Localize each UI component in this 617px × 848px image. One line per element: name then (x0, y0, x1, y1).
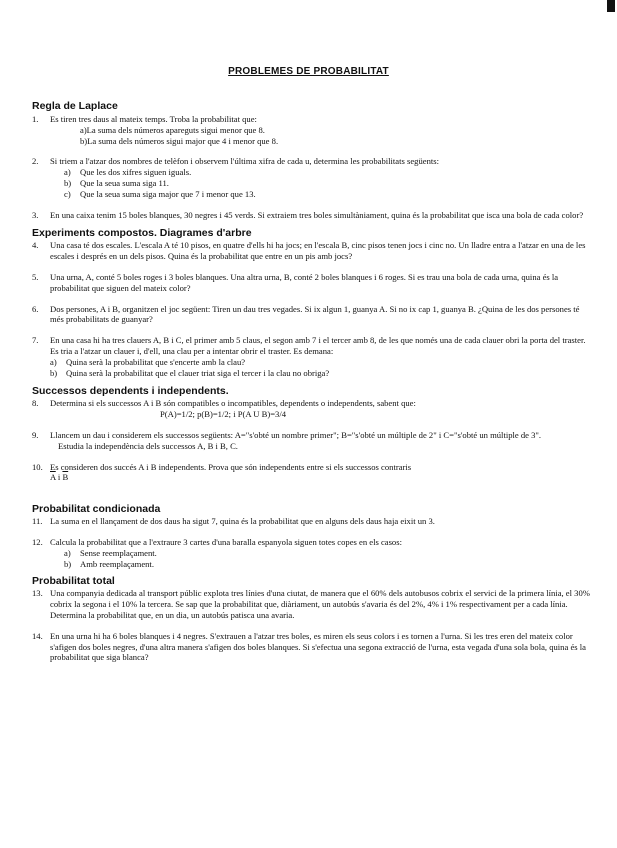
complement-events (50, 472, 68, 483)
problem-number: 12. (32, 536, 43, 547)
sub-item (50, 189, 592, 200)
sub-label: a) (64, 547, 71, 558)
sub-text: Sense reemplaçament. (80, 547, 157, 558)
sub-text: Que la seua suma siga 11. (80, 177, 169, 188)
problem-number: 3. (32, 209, 39, 220)
problem-text: Determina si els successos A i B són compatibles o incompatibles, dependents o independents, sabent que: (50, 398, 416, 409)
section-heading: Probabilitat total (32, 575, 115, 588)
problem-text: Es consideren dos succés A i B independents. Prova que són independents entre si els successos contraris (50, 461, 412, 472)
problem-10 (32, 462, 592, 484)
sub-item (50, 136, 592, 147)
problem-4 (32, 240, 592, 262)
page-title: PROBLEMES DE PROBABILITAT (228, 66, 389, 77)
sub-label: b) (64, 558, 72, 569)
sub-item (50, 357, 592, 368)
problem-text: En una casa hi ha tres clauers A, B i C, el primer amb 5 claus, el segon amb 7 i el tercer amb 8, de les que només una de cada clauer obri la porta del traster. Es tria a l'atzar un clauer i, d'ell, una clau per a intentar obrir el traster. Es demana: (50, 335, 586, 356)
problem-7 (32, 335, 592, 378)
problem-14 (32, 631, 592, 663)
problem-number: 9. (32, 429, 39, 440)
section-compound-experiments (32, 227, 592, 378)
problem-text: En una caixa tenim 15 boles blanques, 30 negres i 45 verds. Si extraiem tres boles simultàniament, quina és la probabilitat que isca una bola de cada color? (50, 209, 584, 220)
sub-text: Amb reemplaçament. (80, 558, 154, 569)
sub-label: a) (64, 167, 71, 178)
sub-label: b) (50, 367, 58, 378)
problem-number: 4. (32, 240, 39, 251)
sub-item (50, 167, 592, 178)
problem-number: 2. (32, 156, 39, 167)
problem-5 (32, 272, 592, 294)
complement-b: $\overline{B}$ (62, 472, 69, 483)
problem-13 (32, 588, 592, 620)
sub-text: a)La suma dels números apareguts sigui menor que 8. (80, 124, 265, 135)
problem-text: Si triem a l'atzar dos nombres de telèfon i observem l'última xifra de cada u, determina les probabilitats següents: (50, 156, 439, 167)
problem-text: En una urna hi ha 6 boles blanques i 4 negres. S'extrauen a l'atzar tres boles, es miren els seus colors i es tornen a l'urna. Si les tres eren del mateix color s'afigen dos boles negres, d'una altra manera s'afigen dos boles blanques. Si s'efectua una segona extracció de l'urna, esta vegada d'una sola bola, quina és la probabilitat que siga blanca? (50, 630, 586, 663)
sub-label (64, 125, 80, 136)
problem-3 (32, 210, 592, 221)
sub-item (50, 125, 592, 136)
problem-9 (32, 430, 592, 452)
sub-text: Que les dos xifres siguen iguals. (80, 167, 192, 178)
problem-6 (32, 304, 592, 326)
problem-text: Una casa té dos escales. L'escala A té 10 pisos, en quatre d'ells hi ha jocs; en l'escala B, cinc pisos tenen jocs i cinc no. Un lladre entra a l'atzar en una de les escales i després en un dels pisos. Quina és la probabilitat que entre en un pis amb jocs? (50, 240, 586, 262)
corner-scan-mark (607, 0, 615, 12)
section-dependent-events (32, 385, 592, 483)
problem-text: Calcula la probabilitat que a l'extraure 3 cartes d'una baralla espanyola siguen totes copes en els casos: (50, 536, 402, 547)
sub-item (50, 548, 592, 559)
problem-sheet (32, 100, 592, 663)
problem-text: Dos persones, A i B, organitzen el joc següent: Tiren un dau tres vegades. Si ix algun 1, guanya A. Si no ix cap 1, guanya B. ¿Quina de les dos persones té més probabilitats de guanyar? (50, 303, 580, 325)
sub-text: Quina serà la probabilitat que s'encerte amb la clau? (66, 356, 246, 367)
problem-number: 6. (32, 303, 39, 314)
section-total-probability (32, 575, 592, 663)
sub-text: Que la seua suma siga major que 7 i menor que 13. (80, 188, 256, 199)
sub-label (64, 136, 80, 147)
problem-1 (32, 114, 592, 146)
problem-number: 1. (32, 114, 39, 124)
section-conditional-probability (32, 503, 592, 569)
sub-item (50, 559, 592, 570)
sub-item (50, 178, 592, 189)
conjunction: i (57, 472, 61, 483)
problem-number: 14. (32, 630, 43, 641)
problem-11 (32, 516, 592, 527)
sub-text: b)La suma dels números sigui major que 4 i menor que 8. (80, 135, 279, 146)
probability-values: P(A)=1/2; p(B)=1/2; i P(A U B)=3/4 (160, 409, 287, 420)
section-heading: Regla de Laplace (32, 100, 118, 112)
problem-number: 8. (32, 398, 39, 409)
problem-text: Es tiren tres daus al mateix temps. Troba la probabilitat que: (50, 114, 257, 124)
problem-2 (32, 156, 592, 199)
problem-number: 13. (32, 588, 43, 599)
problem-number: 10. (32, 461, 43, 472)
section-heading: Experiments compostos. Diagrames d'arbre (32, 227, 252, 240)
problem-number: 7. (32, 335, 39, 346)
complement-a: $\overline{A}$ (50, 472, 56, 483)
sub-label: c) (64, 188, 71, 199)
problem-number: 11. (32, 516, 43, 527)
problem-text: Llancem un dau i considerem els successos següents: A="s'obté un nombre primer"; B="s'obté un múltiple de 2" i C="s'obté un múltiple de 3". (50, 429, 542, 440)
section-heading: Successos dependents i independents. (32, 385, 229, 398)
problem-number: 5. (32, 271, 39, 282)
problem-8 (32, 398, 592, 420)
sub-label: a) (50, 356, 57, 367)
sub-label: b) (64, 177, 72, 188)
problem-text: Una urna, A, conté 5 boles roges i 3 boles blanques. Una altra urna, B, conté 2 boles blanques i 6 roges. Si es trau una bola de cada urna, quina és la probabilitat que siguen del mateix color? (50, 271, 559, 293)
sub-text: Quina serà la probabilitat que el clauer triat siga el tercer i la clau no obriga? (66, 367, 330, 378)
problem-text: La suma en el llançament de dos daus ha sigut 7, quina és la probabilitat que en alguns dels daus haja eixit un 3. (50, 516, 435, 527)
sub-item (50, 368, 592, 379)
section-laplace (32, 100, 592, 220)
section-heading: Probabilitat condicionada (32, 503, 161, 516)
problem-instruction: Estudia la independència dels successos A, B i B, C. (58, 440, 238, 451)
problem-text: Una companyia dedicada al transport públic explota tres línies d'una ciutat, de manera que el 60% dels autobusos cobrix el servici de la primera línia, el 30% cobrix la segona i el 10% la tercera. Se sap que la probabilitat que, diàriament, un autobús s'avaria és del 2%, 4% i 1% respectivament per a cada línia. Determina la probabilitat que, en un dia, un autobús patisca una avaria. (50, 588, 590, 620)
problem-12 (32, 537, 592, 569)
